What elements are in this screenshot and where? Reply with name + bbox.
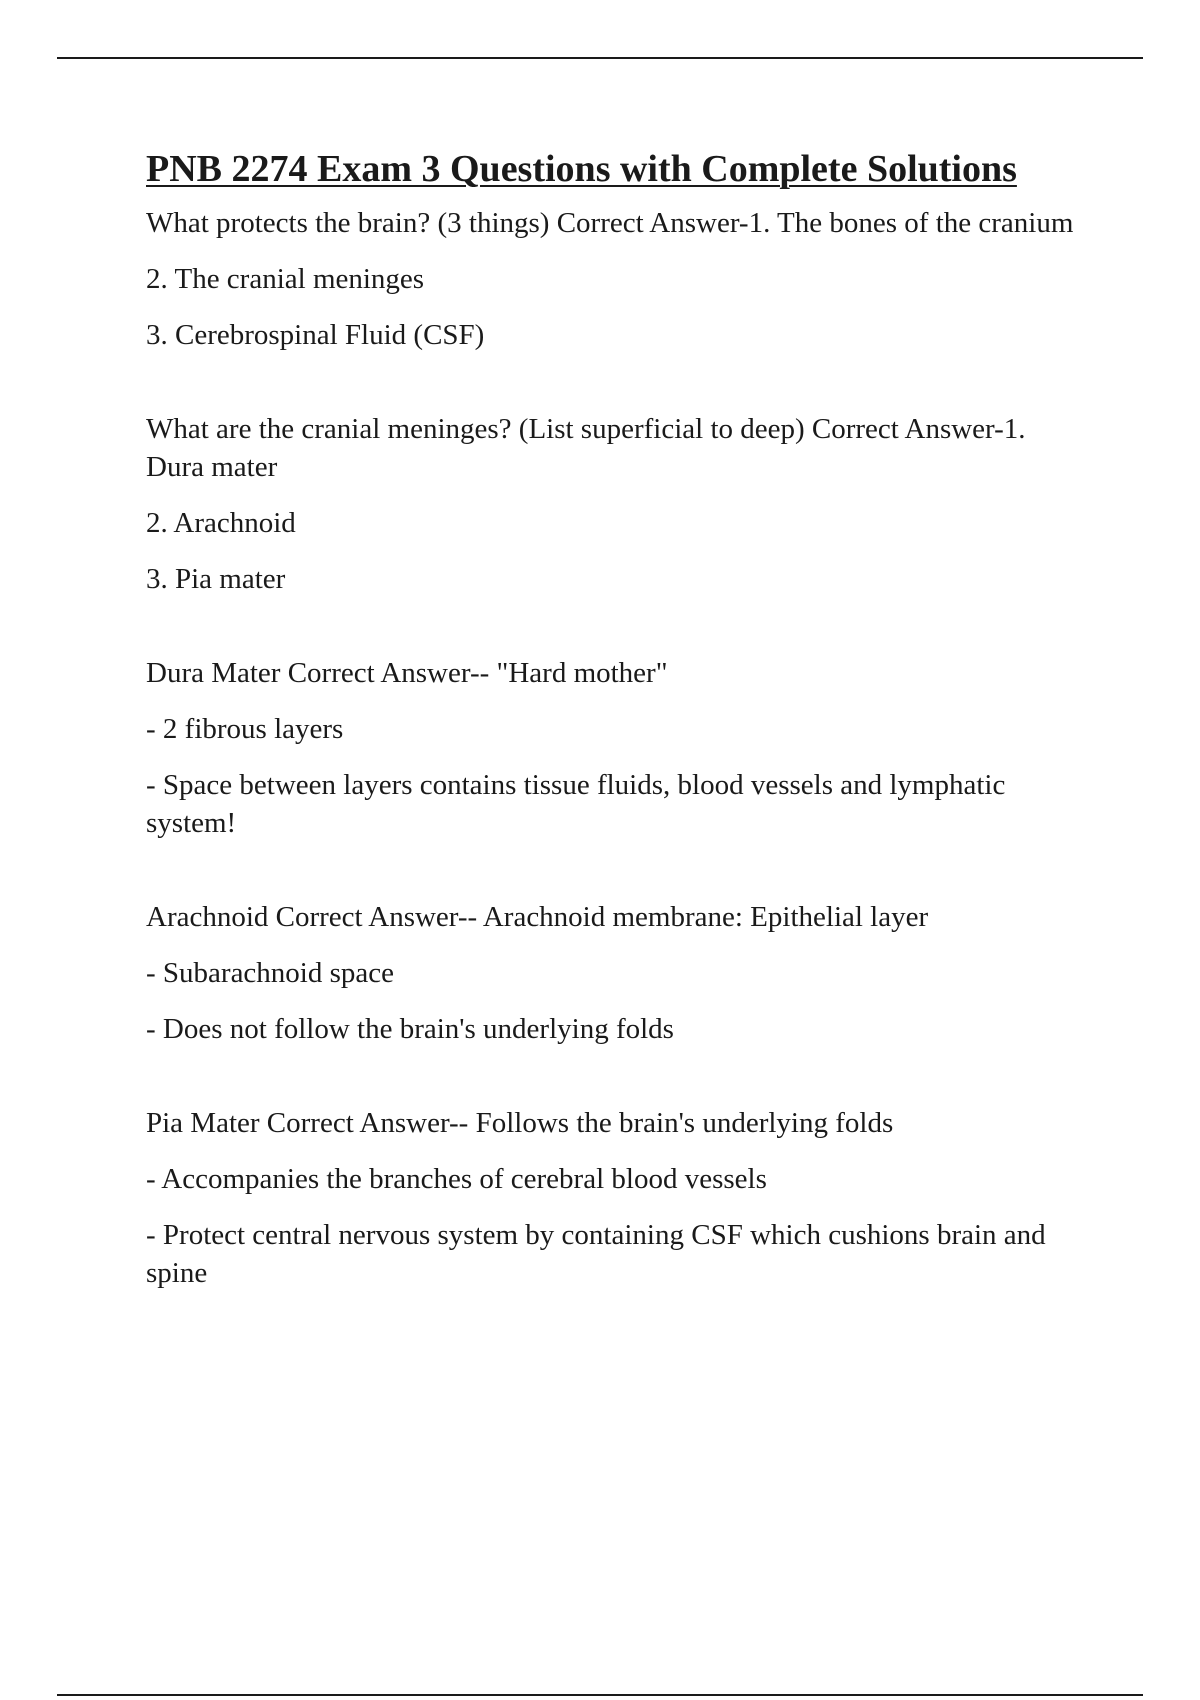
qa-question-line: What protects the brain? (3 things) Correct Answer-1. The bones of the cranium bbox=[146, 207, 1074, 239]
qa-item-dura-mater bbox=[146, 654, 1086, 842]
footer-rule bbox=[57, 1694, 1143, 1696]
qa-answer-line: - Subarachnoid space bbox=[146, 957, 395, 989]
qa-question-line: Dura Mater Correct Answer-- "Hard mother" bbox=[146, 657, 668, 689]
qa-answer-line: 2. Arachnoid bbox=[146, 507, 296, 539]
qa-item-brain-protection bbox=[146, 204, 1086, 354]
header-rule bbox=[57, 57, 1143, 59]
qa-item-pia-mater bbox=[146, 1104, 1086, 1292]
qa-answer-line: 3. Cerebrospinal Fluid (CSF) bbox=[146, 319, 485, 351]
qa-answer-line: - Accompanies the branches of cerebral blood vessels bbox=[146, 1163, 767, 1195]
qa-answer-line: - Protect central nervous system by containing CSF which cushions brain and spine bbox=[146, 1219, 1046, 1289]
qa-question-line: What are the cranial meninges? (List superficial to deep) Correct Answer-1. Dura mater bbox=[146, 413, 1026, 483]
qa-answer-line: 2. The cranial meninges bbox=[146, 263, 425, 295]
qa-item-arachnoid bbox=[146, 898, 1086, 1048]
document-body bbox=[146, 146, 1086, 1310]
qa-item-cranial-meninges bbox=[146, 410, 1086, 598]
qa-question-line: Pia Mater Correct Answer-- Follows the brain's underlying folds bbox=[146, 1107, 894, 1139]
qa-answer-line: - 2 fibrous layers bbox=[146, 713, 344, 745]
qa-answer-line: 3. Pia mater bbox=[146, 563, 286, 595]
document-title: PNB 2274 Exam 3 Questions with Complete Solutions bbox=[146, 148, 1017, 190]
qa-answer-line: - Does not follow the brain's underlying folds bbox=[146, 1013, 674, 1045]
qa-answer-line: - Space between layers contains tissue fluids, blood vessels and lymphatic system! bbox=[146, 769, 1006, 839]
qa-question-line: Arachnoid Correct Answer-- Arachnoid membrane: Epithelial layer bbox=[146, 901, 929, 933]
